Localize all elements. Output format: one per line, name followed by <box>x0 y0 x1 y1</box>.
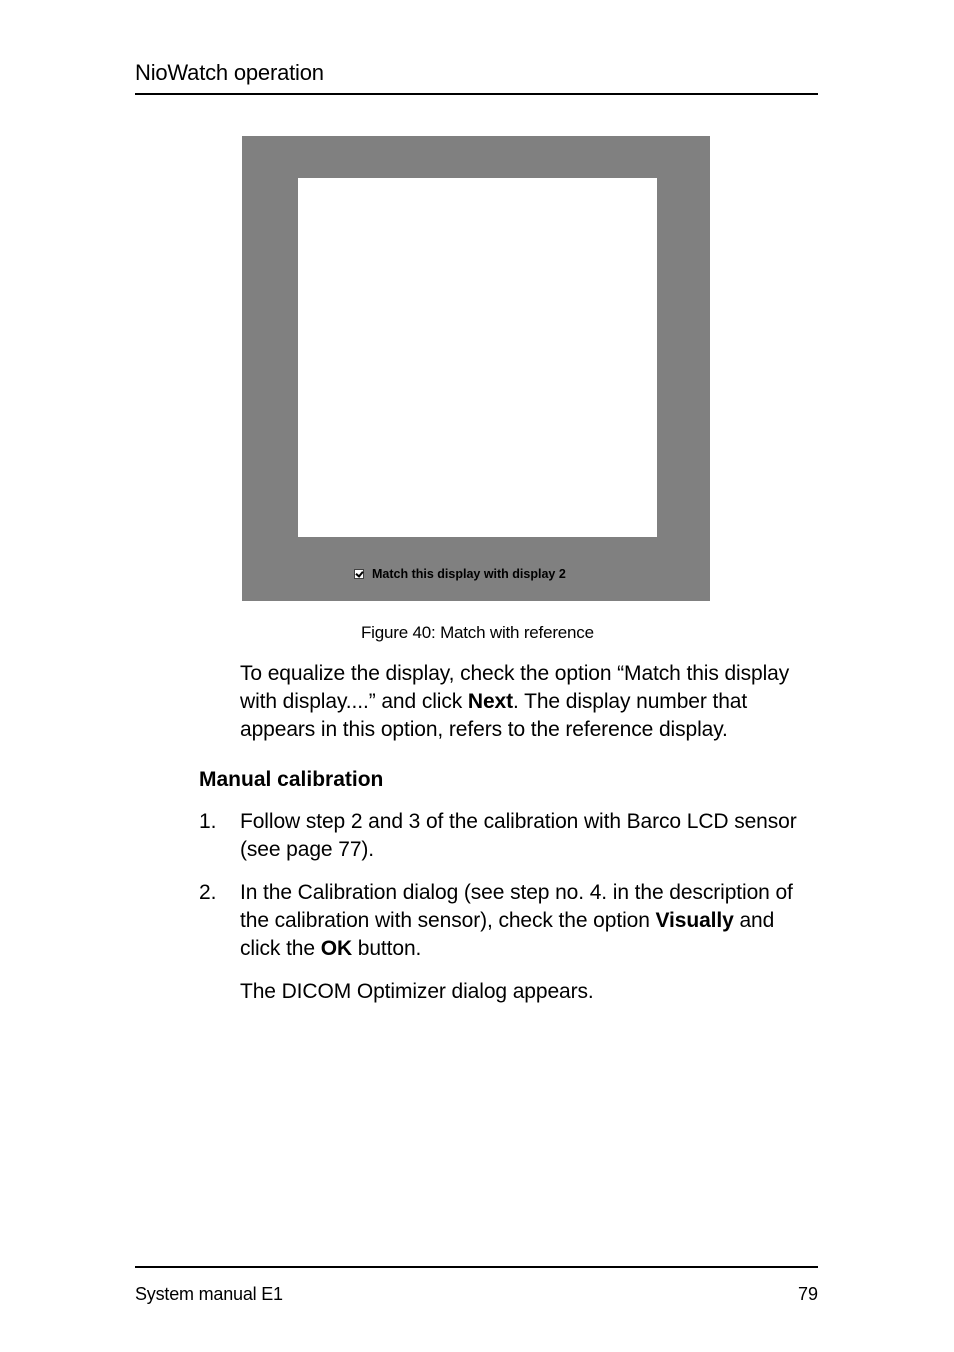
step2-text-a: In the Calibration dialog (see step no. 4. in the description of the calibration with sensor), check the option <box>240 881 793 932</box>
header-title: NioWatch operation <box>135 60 324 85</box>
white-test-patch <box>298 178 657 537</box>
step-number: 1. <box>199 810 217 833</box>
step2-text-c: button. <box>352 937 422 960</box>
intro-text-after: . The display number that appears in this option, refers to the reference display. <box>240 690 748 741</box>
footer-manual-title: System manual E1 <box>135 1284 283 1304</box>
figure-caption: Figure 40: Match with reference <box>361 623 594 642</box>
step-text <box>240 879 820 963</box>
page-number: 79 <box>797 1284 818 1304</box>
calibration-figure <box>242 136 710 601</box>
step-text: Follow step 2 and 3 of the calibration with Barco LCD sensor (see page 77). <box>240 810 797 861</box>
checkbox-checked-icon[interactable] <box>354 569 364 579</box>
match-display-label: Match this display with display 2 <box>372 567 566 581</box>
intro-text-before: To equalize the display, check the option “Match this display with display....” and click <box>240 662 790 713</box>
step-number: 2. <box>199 881 217 904</box>
footer-divider <box>135 1266 818 1268</box>
intro-bold-next: Next <box>467 690 514 713</box>
step2-text-b: and click the <box>240 909 775 960</box>
intro-paragraph <box>240 660 820 744</box>
section-heading: Manual calibration <box>199 768 384 791</box>
match-display-option[interactable] <box>354 567 566 581</box>
step2-bold-visually: Visually <box>655 909 734 932</box>
step2-bold-ok: OK <box>320 937 353 960</box>
header-divider <box>135 93 818 95</box>
result-paragraph: The DICOM Optimizer dialog appears. <box>240 980 594 1003</box>
